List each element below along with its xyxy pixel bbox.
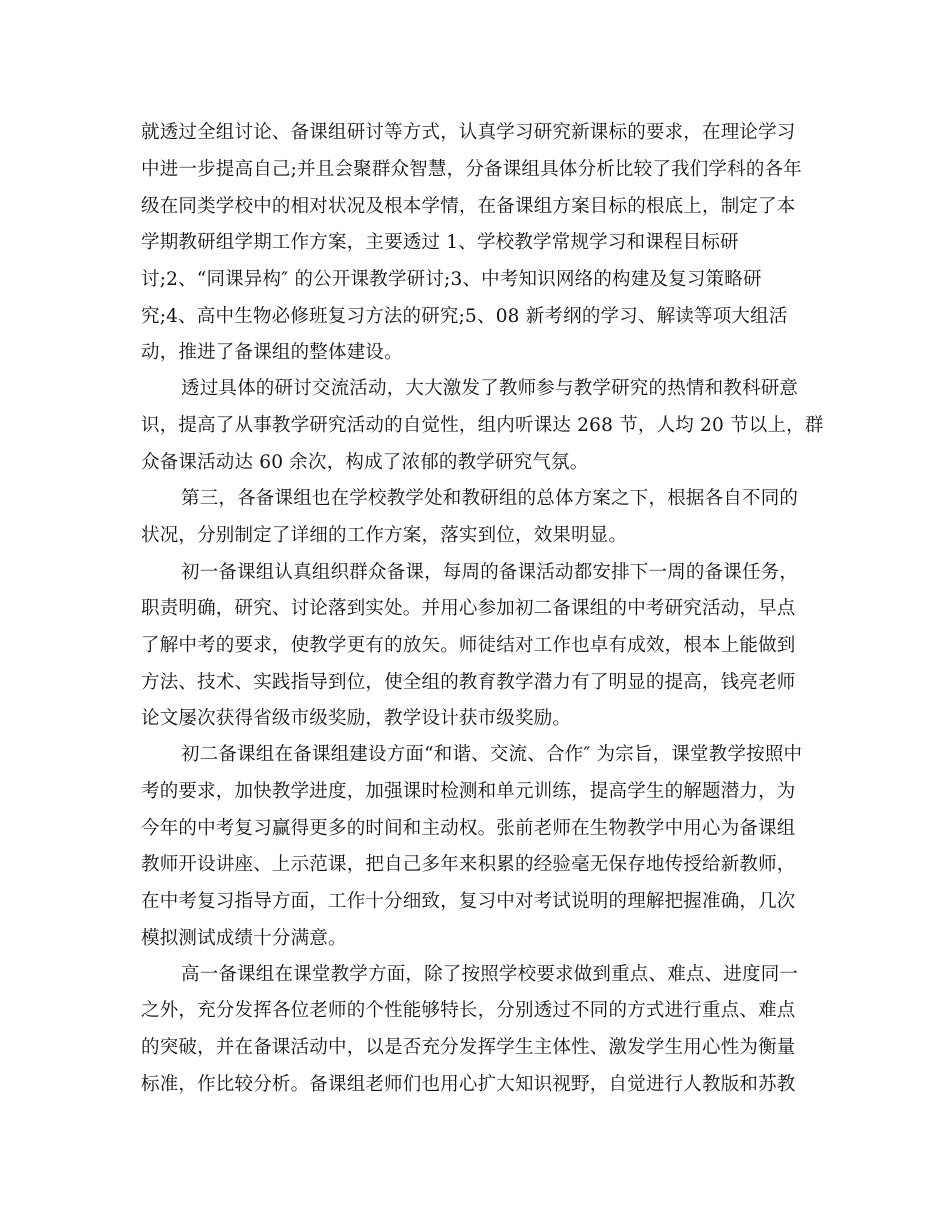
- text-line: 众备课活动达 60 余次，构成了浓郁的教学研究气氛。: [141, 452, 589, 473]
- text-line: 究;4、高中生物必修班复习方法的研究;5、08 新考纲的学习、解读等项大组活: [141, 306, 788, 327]
- text-line: 就透过全组讨论、备课组研讨等方式，认真学习研究新课标的要求，在理论学习: [141, 122, 796, 143]
- text-line: 论文屡次获得省级市级奖励，教学设计获市级奖励。: [141, 708, 572, 729]
- text-line: 在中考复习指导方面，工作十分细致，复习中对考试说明的理解把握准确，几次: [141, 891, 796, 912]
- paragraph-first-line: 初二备课组在备课组建设方面“和谐、交流、合作″ 为宗旨，课堂教学按照中: [181, 744, 803, 765]
- text-line: 之外，充分发挥各位老师的个性能够特长，分别透过不同的方式进行重点、难点: [141, 1000, 796, 1021]
- text-line: 识，提高了从事教学研究活动的自觉性，组内听课达 268 节，人均 20 节以上，群: [141, 415, 824, 436]
- text-line: 考的要求，加快教学进度，加强课时检测和单元训练，提高学生的解题潜力，为: [141, 781, 796, 802]
- text-line: 了解中考的要求，使教学更有的放矢。师徒结对工作也卓有成效，根本上能做到: [141, 635, 796, 656]
- text-line: 状况，分别制定了详细的工作方案，落实到位，效果明显。: [141, 525, 628, 546]
- text-line: 标准，作比较分析。备课组老师们也用心扩大知识视野，自觉进行人教版和苏教: [141, 1074, 796, 1095]
- paragraph-first-line: 高一备课组在课堂教学方面，除了按照学校要求做到重点、难点、进度同一: [181, 964, 799, 985]
- text-line: 中进一步提高自己;并且会聚群众智慧，分备课组具体分析比较了我们学科的各年: [141, 159, 802, 180]
- text-line: 级在同类学校中的相对状况及根本学情，在备课组方案目标的根底上，制定了本: [141, 196, 796, 217]
- text-line: 讨;2、“同课异构″ 的公开课教学研讨;3、中考知识网络的构建及复习策略研: [141, 269, 762, 290]
- text-line: 动，推进了备课组的整体建设。: [141, 342, 403, 363]
- text-line: 学期教研组学期工作方案，主要透过 1、学校教学常规学习和课程目标研: [141, 232, 739, 253]
- paragraph-first-line: 初一备课组认真组织群众备课，每周的备课活动都安排下一周的备课任务，: [181, 562, 799, 583]
- text-line: 职责明确，研究、讨论落到实处。并用心参加初二备课组的中考研究活动，早点: [141, 598, 796, 619]
- text-line: 教师开设讲座、上示范课，把自己多年来积累的经验毫无保存地传授给新教师，: [141, 854, 796, 875]
- text-line: 的突破，并在备课活动中，以是否充分发挥学生主体性、激发学生用心性为衡量: [141, 1037, 796, 1058]
- text-line: 模拟测试成绩十分满意。: [141, 928, 347, 949]
- paragraph-first-line: 透过具体的研讨交流活动，大大激发了教师参与教学研究的热情和教科研意: [181, 378, 799, 399]
- paragraph-first-line: 第三，各备课组也在学校教学处和教研组的总体方案之下，根据各自不同的: [181, 488, 799, 509]
- text-line: 方法、技术、实践指导到位，使全组的教育教学潜力有了明显的提高，钱亮老师: [141, 672, 796, 693]
- text-line: 今年的中考复习赢得更多的时间和主动权。张前老师在生物教学中用心为备课组: [141, 818, 796, 839]
